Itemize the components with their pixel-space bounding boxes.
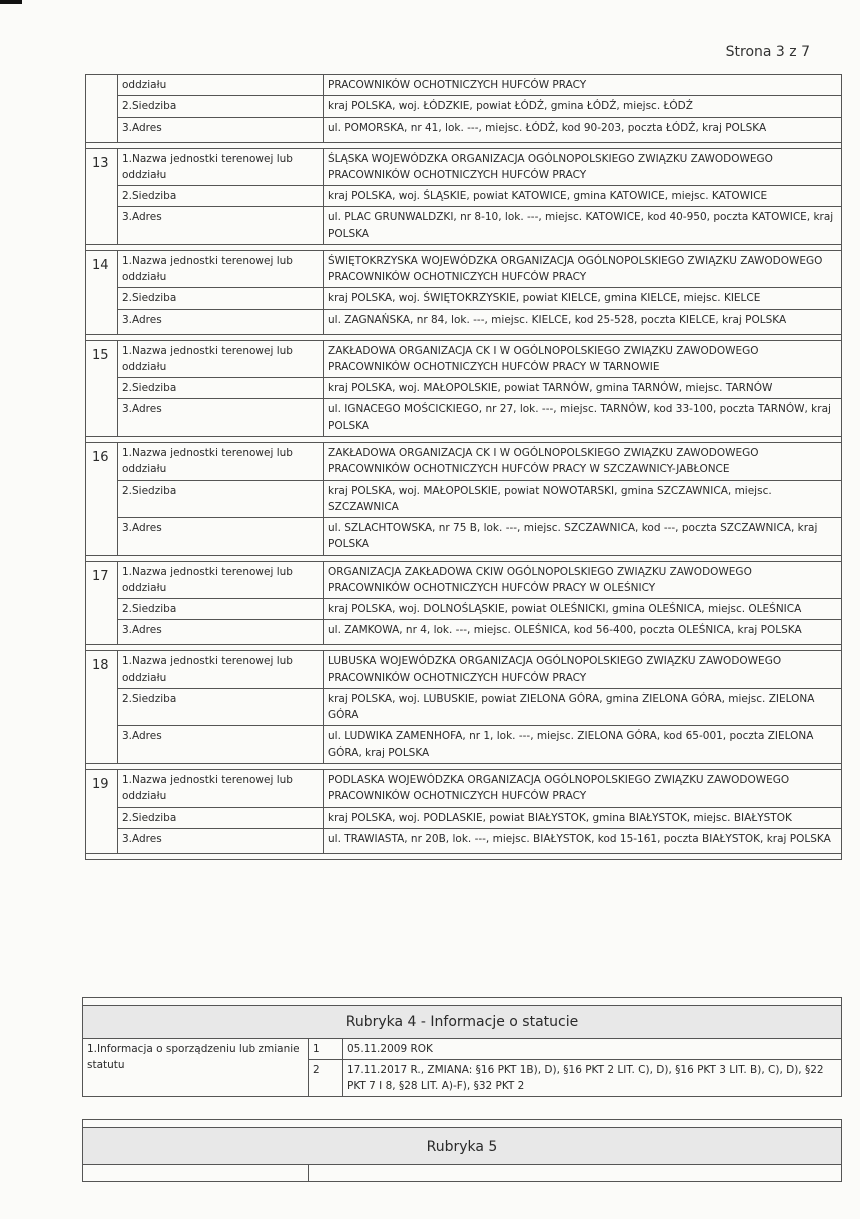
field-value: kraj POLSKA, woj. MAŁOPOLSKIE, powiat NOWOTARSKI, gmina SZCZAWNICA, miejsc. SZCZAWNICA <box>324 480 842 518</box>
rubryka-5-row <box>83 1165 842 1182</box>
field-label: 2.Siedziba <box>118 688 324 726</box>
page-number: Strona 3 z 7 <box>725 44 810 60</box>
field-label: 1.Nazwa jednostki terenowej lub oddziału <box>118 250 324 288</box>
field-label: 1.Nazwa jednostki terenowej lub oddziału <box>118 340 324 378</box>
field-value: kraj POLSKA, woj. LUBUSKIE, powiat ZIELONA GÓRA, gmina ZIELONA GÓRA, miejsc. ZIELONA GÓRA <box>324 688 842 726</box>
entry-row-address <box>86 828 842 853</box>
field-label: 1.Nazwa jednostki terenowej lub oddziału <box>118 769 324 807</box>
entry-row-address <box>86 399 842 437</box>
field-label: 2.Siedziba <box>118 96 324 117</box>
field-label: 1.Nazwa jednostki terenowej lub oddziału <box>118 442 324 480</box>
field-value: PODLASKA WOJEWÓDZKA ORGANIZACJA OGÓLNOPOLSKIEGO ZWIĄZKU ZAWODOWEGO PRACOWNIKÓW OCHOTNICZYCH HUFCÓW PRACY <box>324 769 842 807</box>
field-value: ul. ZAGNAŃSKA, nr 84, lok. ---, miejsc. KIELCE, kod 25-528, poczta KIELCE, kraj POLSKA <box>324 309 842 334</box>
entry-number: 16 <box>86 442 118 555</box>
entry-number: 19 <box>86 769 118 853</box>
entry-number: 13 <box>86 148 118 244</box>
entry-row-seat <box>86 186 842 207</box>
statute-row <box>83 1038 842 1059</box>
field-label: 3.Adres <box>118 309 324 334</box>
entry-row-seat <box>86 688 842 726</box>
entry-row-address <box>86 117 842 142</box>
field-value: kraj POLSKA, woj. ŚWIĘTOKRZYSKIE, powiat KIELCE, gmina KIELCE, miejsc. KIELCE <box>324 288 842 309</box>
field-label: 3.Adres <box>118 828 324 853</box>
entry-row-name <box>86 340 842 378</box>
field-label: 3.Adres <box>118 726 324 764</box>
entry-row-name <box>86 250 842 288</box>
entry-number: 14 <box>86 250 118 334</box>
statute-value: 17.11.2017 R., ZMIANA: §16 PKT 1B), D), §16 PKT 2 LIT. C), D), §16 PKT 3 LIT. B), C), D), §22 PKT 7 I 8, §28 LIT. A)-F), §32 PKT 2 <box>343 1059 842 1097</box>
entry-row-name <box>86 651 842 689</box>
field-label: 1.Nazwa jednostki terenowej lub oddziału <box>118 651 324 689</box>
entry-number <box>86 75 118 143</box>
field-value: ul. POMORSKA, nr 41, lok. ---, miejsc. ŁÓDŹ, kod 90-203, poczta ŁÓDŹ, kraj POLSKA <box>324 117 842 142</box>
field-label: 2.Siedziba <box>118 186 324 207</box>
entry-row-name <box>86 769 842 807</box>
entry-row-address <box>86 620 842 645</box>
field-value: ul. IGNACEGO MOŚCICKIEGO, nr 27, lok. ---, miejsc. TARNÓW, kod 33-100, poczta TARNÓW, kraj POLSKA <box>324 399 842 437</box>
field-value: kraj POLSKA, woj. ŁÓDZKIE, powiat ŁÓDŹ, gmina ŁÓDŹ, miejsc. ŁÓDŹ <box>324 96 842 117</box>
entry-row-seat <box>86 807 842 828</box>
field-label: 3.Adres <box>118 117 324 142</box>
field-label: 3.Adres <box>118 620 324 645</box>
entry-row-seat <box>86 288 842 309</box>
field-value: ul. LUDWIKA ZAMENHOFA, nr 1, lok. ---, miejsc. ZIELONA GÓRA, kod 65-001, poczta ZIELONA GÓRA, kraj POLSKA <box>324 726 842 764</box>
rubryka-5-label <box>83 1165 309 1182</box>
field-value: PRACOWNIKÓW OCHOTNICZYCH HUFCÓW PRACY <box>324 75 842 96</box>
field-value: kraj POLSKA, woj. DOLNOŚLĄSKIE, powiat OLEŚNICKI, gmina OLEŚNICA, miejsc. OLEŚNICA <box>324 599 842 620</box>
field-label: 2.Siedziba <box>118 378 324 399</box>
field-label: 1.Nazwa jednostki terenowej lub oddziału <box>118 148 324 186</box>
entry-row-seat <box>86 480 842 518</box>
statute-index: 1 <box>309 1038 343 1059</box>
field-value: ul. SZLACHTOWSKA, nr 75 B, lok. ---, miejsc. SZCZAWNICA, kod ---, poczta SZCZAWNICA, kraj POLSKA <box>324 518 842 556</box>
statute-label: 1.Informacja o sporządzeniu lub zmianie statutu <box>83 1038 309 1097</box>
entry-row-seat <box>86 599 842 620</box>
field-label: 2.Siedziba <box>118 480 324 518</box>
field-label: 2.Siedziba <box>118 288 324 309</box>
field-value: ul. TRAWIASTA, nr 20B, lok. ---, miejsc. BIAŁYSTOK, kod 15-161, poczta BIAŁYSTOK, kraj POLSKA <box>324 828 842 853</box>
entry-row-address <box>86 207 842 245</box>
entry-row-seat <box>86 96 842 117</box>
entry-row-name <box>86 561 842 599</box>
field-value: ul. PLAC GRUNWALDZKI, nr 8-10, lok. ---, miejsc. KATOWICE, kod 40-950, poczta KATOWICE, kraj POLSKA <box>324 207 842 245</box>
field-value: ORGANIZACJA ZAKŁADOWA CKIW OGÓLNOPOLSKIEGO ZWIĄZKU ZAWODOWEGO PRACOWNIKÓW OCHOTNICZYCH HUFCÓW PRACY W OLEŚNICY <box>324 561 842 599</box>
field-label: oddziału <box>118 75 324 96</box>
units-table <box>85 74 842 860</box>
entry-row-address <box>86 518 842 556</box>
section-top-band <box>83 998 842 1006</box>
field-label: 3.Adres <box>118 207 324 245</box>
entry-row-address <box>86 309 842 334</box>
field-label: 2.Siedziba <box>118 599 324 620</box>
entry-row-seat <box>86 378 842 399</box>
field-value: LUBUSKA WOJEWÓDZKA ORGANIZACJA OGÓLNOPOLSKIEGO ZWIĄZKU ZAWODOWEGO PRACOWNIKÓW OCHOTNICZYCH HUFCÓW PRACY <box>324 651 842 689</box>
field-label: 2.Siedziba <box>118 807 324 828</box>
rubryka-5-title: Rubryka 5 <box>83 1128 842 1165</box>
rubryka-5-table <box>82 1119 842 1182</box>
field-label: 3.Adres <box>118 399 324 437</box>
field-value: kraj POLSKA, woj. MAŁOPOLSKIE, powiat TARNÓW, gmina TARNÓW, miejsc. TARNÓW <box>324 378 842 399</box>
statute-index: 2 <box>309 1059 343 1097</box>
field-value: ŚLĄSKA WOJEWÓDZKA ORGANIZACJA OGÓLNOPOLSKIEGO ZWIĄZKU ZAWODOWEGO PRACOWNIKÓW OCHOTNICZYCH HUFCÓW PRACY <box>324 148 842 186</box>
field-value: ZAKŁADOWA ORGANIZACJA CK I W OGÓLNOPOLSKIEGO ZWIĄZKU ZAWODOWEGO PRACOWNIKÓW OCHOTNICZYCH HUFCÓW PRACY W SZCZAWNICY-JABŁONCE <box>324 442 842 480</box>
field-label: 1.Nazwa jednostki terenowej lub oddziału <box>118 561 324 599</box>
entry-row-address <box>86 726 842 764</box>
entry-row-name <box>86 148 842 186</box>
entry-number: 18 <box>86 651 118 764</box>
entry-number: 17 <box>86 561 118 645</box>
entry-separator <box>86 853 842 859</box>
field-label: 3.Adres <box>118 518 324 556</box>
entry-row-name <box>86 442 842 480</box>
entry-row-name <box>86 75 842 96</box>
field-value: ZAKŁADOWA ORGANIZACJA CK I W OGÓLNOPOLSKIEGO ZWIĄZKU ZAWODOWEGO PRACOWNIKÓW OCHOTNICZYCH HUFCÓW PRACY W TARNOWIE <box>324 340 842 378</box>
field-value: ul. ZAMKOWA, nr 4, lok. ---, miejsc. OLEŚNICA, kod 56-400, poczta OLEŚNICA, kraj POLSKA <box>324 620 842 645</box>
scan-corner-mark <box>0 0 22 4</box>
rubryka-5-value <box>309 1165 842 1182</box>
rubryka-4-table <box>82 997 842 1097</box>
rubryka-4-title: Rubryka 4 - Informacje o statucie <box>83 1006 842 1039</box>
section-top-band <box>83 1120 842 1128</box>
entry-number: 15 <box>86 340 118 436</box>
field-value: ŚWIĘTOKRZYSKA WOJEWÓDZKA ORGANIZACJA OGÓLNOPOLSKIEGO ZWIĄZKU ZAWODOWEGO PRACOWNIKÓW OCHOTNICZYCH HUFCÓW PRACY <box>324 250 842 288</box>
field-value: kraj POLSKA, woj. PODLASKIE, powiat BIAŁYSTOK, gmina BIAŁYSTOK, miejsc. BIAŁYSTOK <box>324 807 842 828</box>
statute-value: 05.11.2009 ROK <box>343 1038 842 1059</box>
field-value: kraj POLSKA, woj. ŚLĄSKIE, powiat KATOWICE, gmina KATOWICE, miejsc. KATOWICE <box>324 186 842 207</box>
